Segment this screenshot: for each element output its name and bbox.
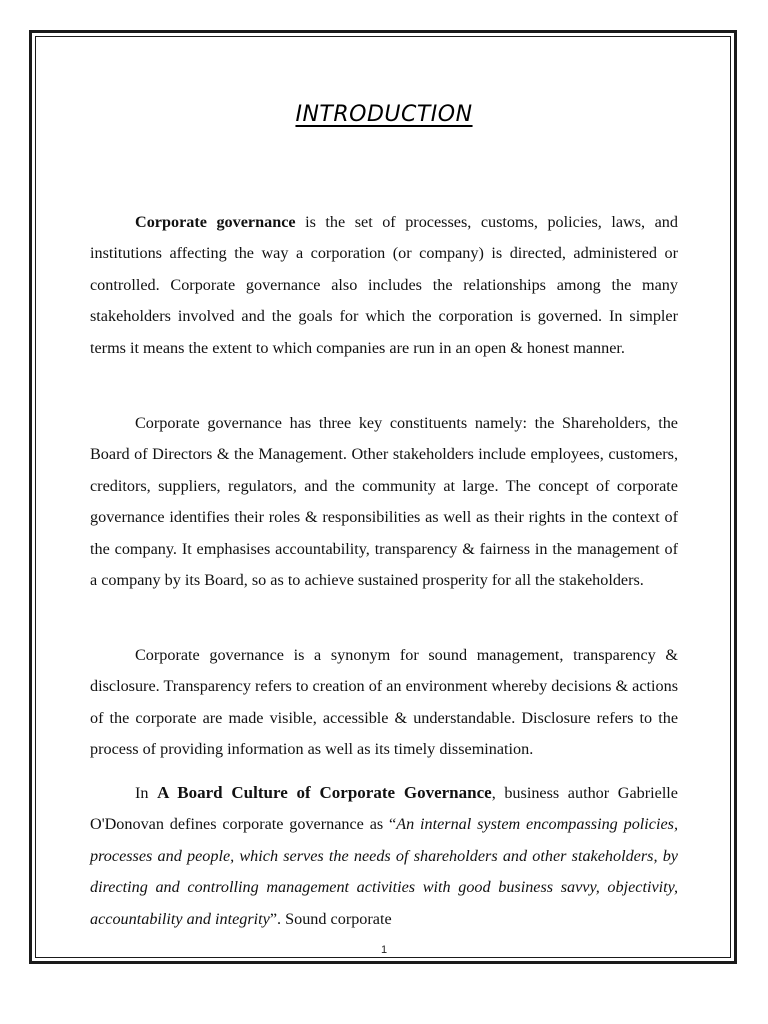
paragraph-definition-text: is the set of processes, customs, policies, laws, and institutions affecting the way a corporation (or company) is directed, administered or controlled. Corporate governance also includes the relationships among the many stakeholders involved and the goals for which the corporation is governed. In simpler terms it means the extent to which companies are run in an open & honest manner. xyxy=(90,213,678,357)
paragraph-definition-quote xyxy=(90,777,678,935)
paragraph-transparency: Corporate governance is a synonym for sound management, transparency & disclosure. Transparency refers to creation of an environment whereby decisions & actions of the corporate are made visible, accessible & understandable. Disclosure refers to the process of providing information as well as its timely dissemination. xyxy=(90,646,678,759)
page-title: INTRODUCTION xyxy=(295,102,473,127)
close-quote: ” xyxy=(269,909,278,928)
definition-quote: An internal system encompassing policies, processes and people, which serves the needs of shareholders and other stakeholders, by directing and controlling management activities with good business savvy, objectivity, accountability and integrity xyxy=(90,815,678,928)
page-number: 1 xyxy=(380,944,388,956)
open-quote: “ xyxy=(383,815,397,834)
book-title: A Board Culture of Corporate Governance xyxy=(157,783,492,802)
term-corporate-governance: Corporate governance xyxy=(135,213,296,231)
quote-middle: , business author Gabrielle xyxy=(491,784,678,802)
quote-prefix: In xyxy=(135,784,158,802)
author-definition: O'Donovan defines corporate governance as xyxy=(90,815,384,834)
paragraph-constituents: Corporate governance has three key constituents namely: the Shareholders, the Board of Directors & the Management. Other stakeholders include employees, customers, creditors, suppliers, regulators, and the community at large. The concept of corporate governance identifies their roles & responsibilities as well as their rights in the context of the company. It emphasises accountability, transparency & fairness in the management of a company by its Board, so as to achieve sustained prosperity for all the stakeholders. xyxy=(90,414,678,590)
quote-suffix: . Sound corporate xyxy=(277,909,392,928)
paragraph-definition xyxy=(90,207,678,364)
